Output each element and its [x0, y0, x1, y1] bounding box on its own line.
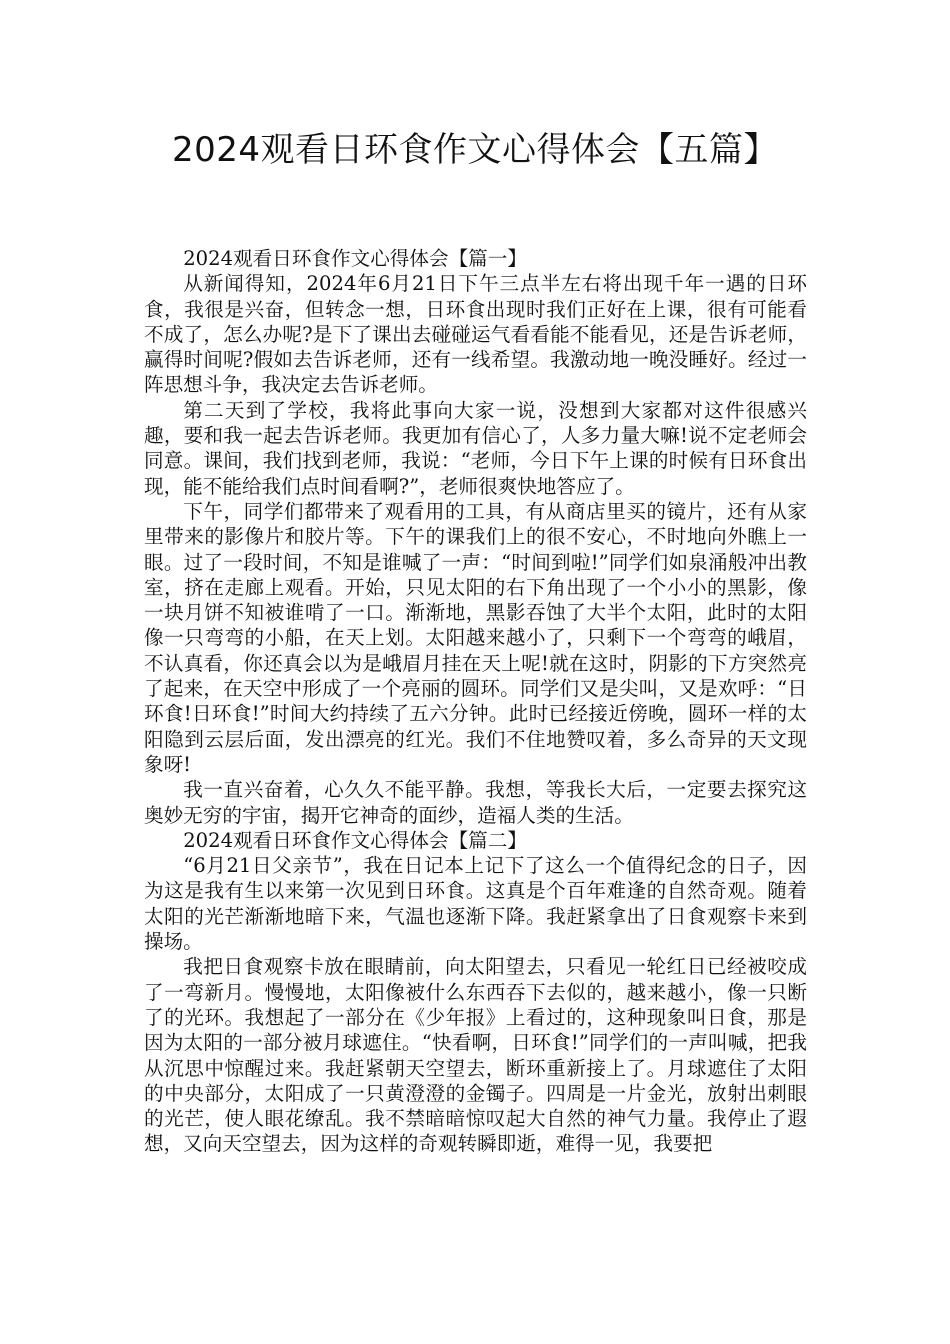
paragraph: 从新闻得知，2024年6月21日下午三点半左右将出现千年一遇的日环食，我很是兴奋，但转念一想，日环食出现时我们正好在上课，很有可能看不成了，怎么办呢?是下了课出去碰碰运气看看能不能看见，还是告诉老师，赢得时间呢?假如去告诉老师，还有一线希望。我激动地一晚没睡好。经过一阵思想斗争，我决定去告诉老师。 [144, 272, 807, 397]
paragraph: 第二天到了学校，我将此事向大家一说，没想到大家都对这件很感兴趣，要和我一起去告诉老师。我更加有信心了，人多力量大嘛!说不定老师会同意。课间，我们找到老师，我说：“老师，今日下午上课的时候有日环食出现，能不能给我们点时间看啊?”，老师很爽快地答应了。 [144, 398, 807, 498]
section-heading-2: 2024观看日环食作文心得体会【篇二】 [183, 828, 527, 852]
paragraph: 下午，同学们都带来了观看用的工具，有从商店里买的镜片，还有从家里带来的影像片和胶片等。下午的课我们上的很不安心，不时地向外瞧上一眼。过了一段时间，不知是谁喊了一声：“时间到啦!”同学们如泉涌般冲出教室，挤在走廊上观看。开始，只见太阳的右下角出现了一个小小的黑影，像一块月饼不知被谁啃了一口。渐渐地，黑影吞蚀了大半个太阳，此时的太阳像一只弯弯的小船，在天上划。太阳越来越小了，只剩下一个弯弯的峨眉，不认真看，你还真会以为是峨眉月挂在天上呢!就在这时，阴影的下方突然亮了起来，在天空中形成了一个亮丽的圆环。同学们又是尖叫，又是欢呼：“日环食!日环食!”时间大约持续了五六分钟。此时已经接近傍晚，圆环一样的太阳隐到云层后面，发出漂亮的红光。我们不住地赞叹着，多么奇异的天文现象呀! [144, 499, 807, 776]
paragraph: 我把日食观察卡放在眼睛前，向太阳望去，只看见一轮红日已经被咬成了一弯新月。慢慢地，太阳像被什么东西吞下去似的，越来越小，像一只断了的光环。我想起了一部分在《少年报》上看过的，这种现象叫日食，那是因为太阳的一部分被月球遮住。“快看啊，日环食!”同学们的一声叫喊，把我从沉思中惊醒过来。我赶紧朝天空望去，断环重新接上了。月球遮住了太阳的中央部分，太阳成了一只黄澄澄的金镯子。四周是一片金光，放射出刺眼的光芒，使人眼花缭乱。我不禁暗暗惊叹起大自然的神气力量。我停止了遐想，又向天空望去，因为这样的奇观转瞬即逝，难得一见，我要把 [144, 955, 807, 1156]
document-title: 2024观看日环食作文心得体会【五篇】 [171, 130, 779, 170]
paragraph: 我一直兴奋着，心久久不能平静。我想，等我长大后，一定要去探究这奥妙无穷的宇宙，揭开它神奇的面纱，造福人类的生活。 [144, 778, 807, 827]
section-heading-1: 2024观看日环食作文心得体会【篇一】 [183, 247, 527, 270]
document-body [144, 246, 807, 1157]
paragraph: “6月21日父亲节”，我在日记本上记下了这么一个值得纪念的日子，因为这是我有生以来第一次见到日环食。这真是个百年难逢的自然奇观。随着太阳的光芒渐渐地暗下来，气温也逐渐下降。我赶紧拿出了日食观察卡来到操场。 [144, 854, 807, 954]
